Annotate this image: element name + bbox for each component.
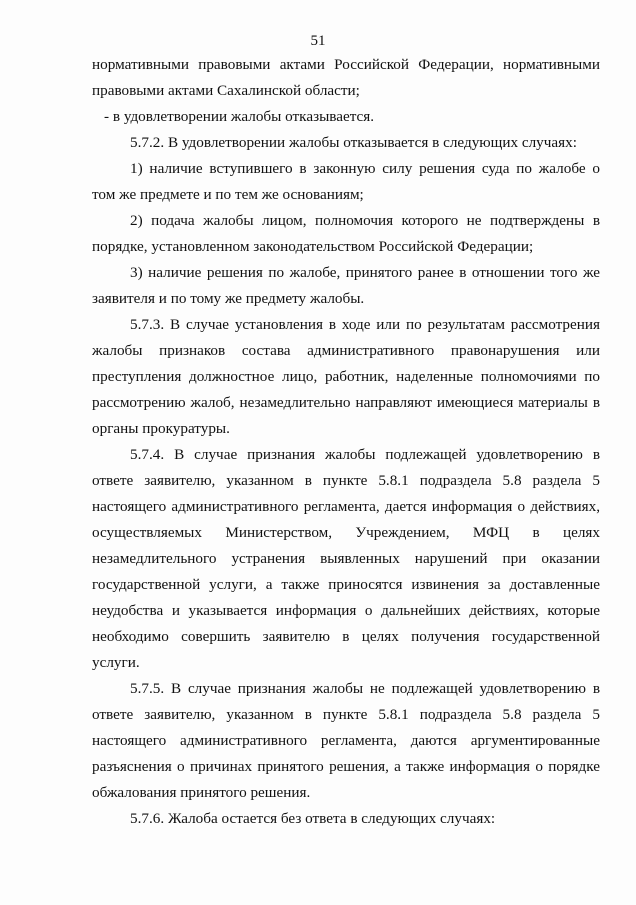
paragraph-5-7-6: [92, 806, 600, 832]
text-line: услуги.: [92, 654, 140, 671]
paragraph-item-3: [92, 260, 600, 312]
text-line: 3) наличие решения по жалобе, принятого ранее в отношении того же: [130, 264, 600, 281]
text-line: - в удовлетворении жалобы отказывается.: [104, 108, 375, 125]
paragraph-refusal: [92, 104, 600, 130]
paragraph-5-7-3: [92, 312, 600, 442]
text-line: 5.7.6. Жалоба остается без ответа в следующих случаях:: [130, 810, 496, 827]
text-line: настоящего административного регламента, дается информация о действиях,: [92, 498, 600, 515]
text-line: 1) наличие вступившего в законную силу решения суда по жалобе о: [130, 160, 600, 177]
paragraph-continuation: [92, 52, 600, 104]
paragraph-5-7-2: [92, 130, 600, 156]
text-line: заявителя и по тому же предмету жалобы.: [92, 290, 365, 307]
paragraph-item-1: [92, 156, 600, 208]
text-line: осуществляемых Министерством, Учреждением, МФЦ в целях: [92, 524, 600, 541]
text-line: ответе заявителю, указанном в пункте 5.8.1 подраздела 5.8 раздела 5: [92, 472, 600, 489]
text-line: 5.7.4. В случае признания жалобы подлежащей удовлетворению в: [130, 446, 600, 463]
text-line: неудобства и указывается информация о дальнейших действиях, которые: [92, 602, 600, 619]
text-line: порядке, установленном законодательством Российской Федерации;: [92, 238, 534, 255]
text-line: нормативными правовыми актами Российской Федерации, нормативными: [92, 56, 600, 73]
text-line: ответе заявителю, указанном в пункте 5.8.1 подраздела 5.8 раздела 5: [92, 706, 600, 723]
text-line: настоящего административного регламента, даются аргументированные: [92, 732, 600, 749]
paragraph-5-7-5: [92, 676, 600, 806]
text-line: преступления должностное лицо, работник, наделенные полномочиями по: [92, 368, 600, 385]
text-line: 5.7.5. В случае признания жалобы не подлежащей удовлетворению в: [130, 680, 600, 697]
text-line: государственной услуги, а также приносятся извинения за доставленные: [92, 576, 600, 593]
text-line: разъяснения о причинах принятого решения, а также информация о порядке: [92, 758, 600, 775]
text-line: 5.7.3. В случае установления в ходе или по результатам рассмотрения: [130, 316, 600, 333]
paragraph-item-2: [92, 208, 600, 260]
paragraph-5-7-4: [92, 442, 600, 676]
text-line: необходимо совершить заявителю в целях получения государственной: [92, 628, 600, 645]
document-body: [92, 52, 600, 832]
text-line: органы прокуратуры.: [92, 420, 230, 437]
text-line: том же предмете и по тем же основаниям;: [92, 186, 364, 203]
text-line: незамедлительного устранения выявленных нарушений при оказании: [92, 550, 600, 567]
text-line: 2) подача жалобы лицом, полномочия которого не подтверждены в: [130, 212, 600, 229]
text-line: 5.7.2. В удовлетворении жалобы отказывается в следующих случаях:: [130, 134, 577, 151]
text-line: правовыми актами Сахалинской области;: [92, 82, 360, 99]
text-line: рассмотрению жалоб, незамедлительно направляют имеющиеся материалы в: [92, 394, 600, 411]
text-line: жалобы признаков состава административного правонарушения или: [92, 342, 600, 359]
page-number: 51: [310, 33, 326, 49]
text-line: обжалования принятого решения.: [92, 784, 311, 801]
